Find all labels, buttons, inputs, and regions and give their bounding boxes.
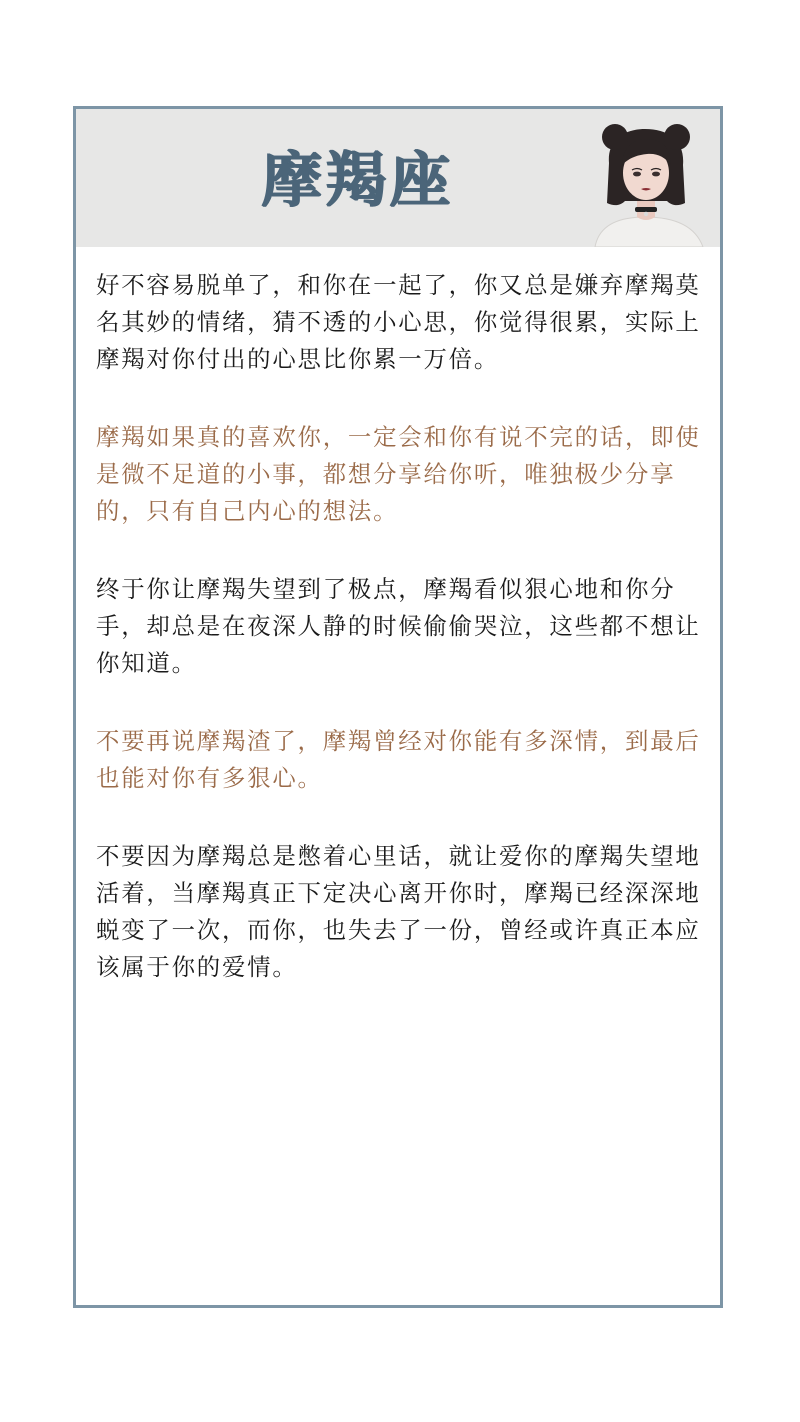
paragraph: 不要因为摩羯总是憋着心里话，就让爱你的摩羯失望地活着，当摩羯真正下定决心离开你时，摩羯已经深深地蜕变了一次，而你，也失去了一份，曾经或许真正本应该属于你的爱情。 <box>96 842 701 981</box>
paragraph-highlight: 摩羯如果真的喜欢你，一定会和你有说不完的话，即使是微不足道的小事，都想分享给你听，唯独极少分享的，只有自己内心的想法。 <box>96 423 701 525</box>
paragraph: 好不容易脱单了，和你在一起了，你又总是嫌弃摩羯莫名其妙的情绪，猜不透的小心思，你觉得很累，实际上摩羯对你付出的心思比你累一万倍。 <box>96 271 701 373</box>
paragraph: 终于你让摩羯失望到了极点，摩羯看似狠心地和你分手，却总是在夜深人静的时候偷偷哭泣，这些都不想让你知道。 <box>96 575 701 677</box>
header-banner <box>76 109 720 247</box>
article-card <box>73 106 723 1308</box>
article-body <box>96 267 710 1027</box>
girl-portrait-icon <box>581 117 711 247</box>
paragraph-highlight: 不要再说摩羯渣了，摩羯曾经对你能有多深情，到最后也能对你有多狠心。 <box>96 727 701 792</box>
page-title: 摩羯座 <box>262 146 454 216</box>
